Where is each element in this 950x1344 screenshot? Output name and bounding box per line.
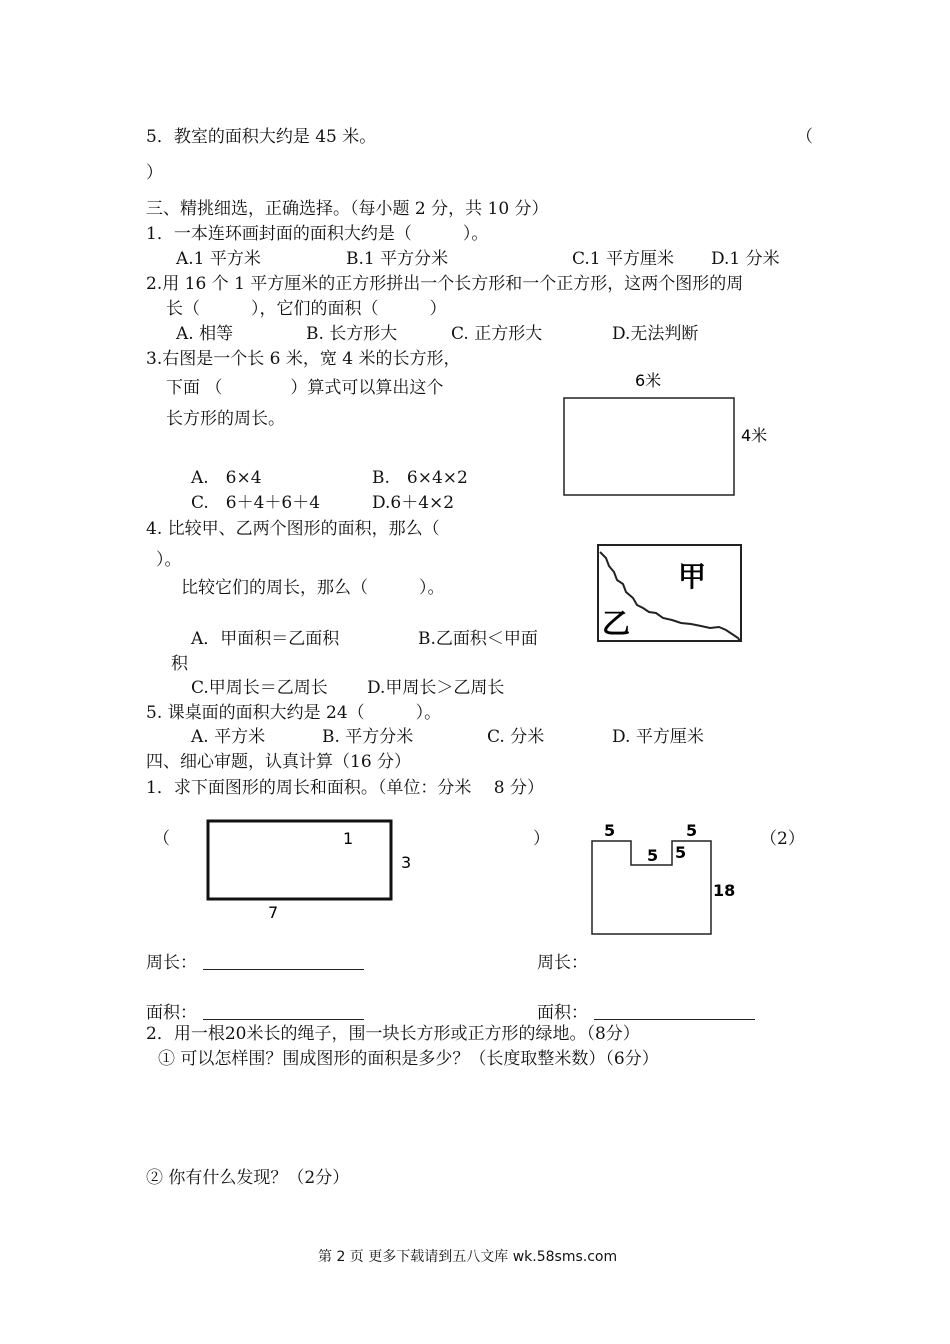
figure-2-label-5-notch-width: 5 bbox=[647, 846, 659, 865]
s3-q2-line1: 2.用 16 个 1 平方厘米的正方形拼出一个长方形和一个正方形，这两个图形的周 bbox=[146, 274, 744, 294]
s3-q3-opt-a: A. 6×4 bbox=[191, 468, 262, 488]
s4-q2-sub2: ② 你有什么发现？（2分） bbox=[146, 1168, 350, 1188]
figure-1-label-7: 7 bbox=[268, 903, 279, 922]
s3-q1-opt-b: B.1 平方分米 bbox=[346, 249, 449, 269]
s3-q2-opt-b: B. 长方形大 bbox=[306, 324, 398, 344]
area-label-2: 面积： bbox=[537, 1003, 588, 1023]
figure-2-label-5-right: 5 bbox=[686, 821, 698, 840]
s3-q5-opt-d: D. 平方厘米 bbox=[612, 727, 704, 747]
figure-1-rectangle bbox=[198, 812, 428, 927]
s4-q1-paren-left: （ bbox=[153, 829, 170, 849]
figure-1-outline bbox=[208, 821, 391, 899]
figure-1-label-3: 3 bbox=[401, 853, 412, 872]
area-answer-line-1[interactable] bbox=[203, 1019, 364, 1020]
s3-q3-line3: 长方形的周长。 bbox=[166, 409, 285, 429]
s4-q1-paren-right: ） bbox=[533, 829, 550, 849]
s4-q2-sub1: ① 可以怎样围？围成图形的面积是多少？（长度取整米数）（6分） bbox=[158, 1049, 659, 1069]
judge-q5-paren-open: （ bbox=[796, 127, 813, 147]
page-footer: 第 2 页 更多下载请到五八文库 wk.58sms.com bbox=[318, 1249, 618, 1265]
s3-q3-opt-c: C. 6＋4＋6＋4 bbox=[191, 493, 321, 513]
s3-q5-text: 5. 课桌面的面积大约是 24（ ）。 bbox=[146, 703, 442, 723]
s3-q1-opt-d: D.1 分米 bbox=[711, 249, 780, 269]
figure-2-label-18: 18 bbox=[713, 881, 736, 900]
rectangle-6x4-figure bbox=[555, 368, 785, 500]
s3-q5-opt-b: B. 平方分米 bbox=[322, 727, 414, 747]
jia-yi-figure bbox=[592, 540, 747, 646]
perimeter-label-2: 周长： bbox=[537, 953, 588, 973]
s3-q4-line1: 4. 比较甲、乙两个图形的面积，那么（ bbox=[146, 519, 440, 539]
s3-q1-opt-a: A.1 平方米 bbox=[176, 249, 261, 269]
rectangle-6x4-top-label: 6米 bbox=[635, 371, 662, 390]
s3-q3-line1: 3.右图是一个长 6 米，宽 4 米的长方形， bbox=[146, 349, 461, 369]
s3-q4-opt-b: B.乙面积＜甲面 bbox=[418, 629, 538, 649]
s3-q4-line2: ）。 bbox=[156, 550, 182, 570]
s3-q4-line3: 比较它们的周长，那么（ ）。 bbox=[181, 578, 445, 598]
s3-q3-opt-b: B. 6×4×2 bbox=[372, 468, 468, 488]
s3-q2-opt-a: A. 相等 bbox=[176, 324, 234, 344]
judge-q5-paren-close: ） bbox=[146, 163, 163, 183]
perimeter-answer-line-1[interactable] bbox=[203, 969, 364, 970]
figure-2-number: （2） bbox=[760, 829, 805, 849]
s3-q3-opt-d: D.6＋4×2 bbox=[372, 493, 455, 513]
s3-q5-opt-c: C. 分米 bbox=[487, 727, 545, 747]
jia-label: 甲 bbox=[678, 560, 707, 593]
area-answer-line-2[interactable] bbox=[594, 1019, 755, 1020]
s3-q5-opt-a: A. 平方米 bbox=[191, 727, 266, 747]
s3-q4-opt-a: A．甲面积＝乙面积 bbox=[191, 629, 340, 649]
s3-q1-text: 1．一本连环画封面的面积大约是（ ）。 bbox=[146, 224, 489, 244]
s3-q1-opt-c: C.1 平方厘米 bbox=[572, 249, 675, 269]
s3-q2-opt-c: C. 正方形大 bbox=[451, 324, 543, 344]
rectangle-6x4-right-label: 4米 bbox=[741, 426, 768, 445]
s3-q2-line2: 长（ ），它们的面积（ ） bbox=[166, 299, 447, 319]
yi-label: 乙 bbox=[602, 607, 631, 640]
s3-q3-line2: 下面 （ ）算式可以算出这个 bbox=[166, 378, 444, 398]
s4-q1-text: 1．求下面图形的周长和面积。（单位：分米 8 分） bbox=[146, 778, 544, 798]
s4-q2-text: 2．用一根20米长的绳子，围一块长方形或正方形的绿地。（8分） bbox=[146, 1024, 640, 1044]
s3-q2-opt-d: D.无法判断 bbox=[612, 324, 699, 344]
s3-q4-opt-c: C.甲周长＝乙周长 bbox=[191, 678, 328, 698]
perimeter-label-1: 周长： bbox=[146, 953, 197, 973]
rectangle-6x4-outline bbox=[564, 398, 734, 495]
s3-q4-opt-b-wrap: 积 bbox=[171, 654, 188, 674]
section3-title: 三、精挑细选，正确选择。（每小题 2 分，共 10 分） bbox=[146, 199, 549, 219]
s3-q4-opt-d: D.甲周长＞乙周长 bbox=[367, 678, 505, 698]
figure-2-notched-shape bbox=[580, 814, 750, 940]
judge-q5-text: 5．教室的面积大约是 45 米。 bbox=[146, 127, 377, 147]
figure-2-label-5-left: 5 bbox=[604, 821, 616, 840]
figure-2-label-5-notch-depth: 5 bbox=[675, 843, 687, 862]
area-label-1: 面积： bbox=[146, 1003, 197, 1023]
figure-1-label-1: 1 bbox=[343, 829, 354, 848]
section4-title: 四、细心审题，认真计算（16 分） bbox=[146, 752, 412, 772]
